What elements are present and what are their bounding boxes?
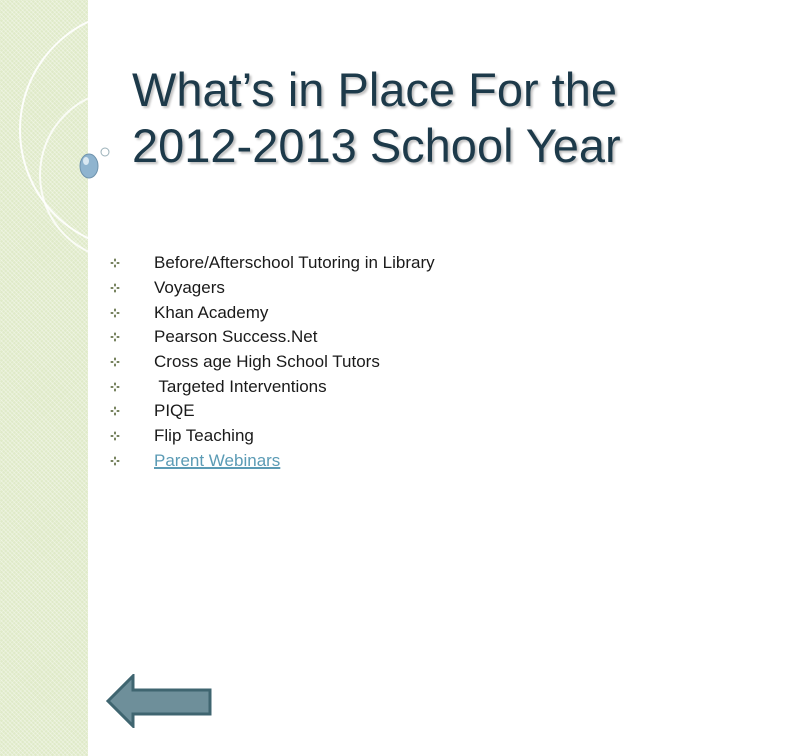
orb-icon	[80, 154, 98, 178]
back-arrow-icon[interactable]	[106, 674, 214, 728]
list-item	[110, 449, 435, 474]
four-diamond-bullet-icon	[110, 258, 154, 268]
list-item-label: Voyagers	[154, 278, 225, 298]
list-item	[110, 276, 435, 301]
list-item-label: PIQE	[154, 401, 195, 421]
parent-webinars-link[interactable]: Parent Webinars	[154, 450, 281, 470]
list-item	[110, 251, 435, 276]
bullet-list	[110, 251, 435, 473]
list-item-label: Pearson Success.Net	[154, 327, 318, 347]
list-item	[110, 300, 435, 325]
list-item-label: Khan Academy	[154, 302, 269, 322]
four-diamond-bullet-icon	[110, 283, 154, 293]
four-diamond-bullet-icon	[110, 382, 154, 392]
four-diamond-bullet-icon	[110, 406, 154, 416]
list-item	[110, 399, 435, 424]
list-item-label: Before/Afterschool Tutoring in Library	[154, 253, 435, 273]
title-line-2: 2012-2013 School Year	[132, 119, 621, 172]
four-diamond-bullet-icon	[110, 456, 154, 466]
four-diamond-bullet-icon	[110, 431, 154, 441]
list-item	[110, 325, 435, 350]
page-title	[132, 62, 772, 174]
list-item-label: Targeted Interventions	[154, 376, 327, 396]
list-item-label: Cross age High School Tutors	[154, 352, 380, 372]
list-item	[110, 350, 435, 375]
list-item	[110, 424, 435, 449]
four-diamond-bullet-icon	[110, 332, 154, 342]
list-item	[110, 374, 435, 399]
four-diamond-bullet-icon	[110, 357, 154, 367]
title-line-1: What’s in Place For the	[132, 63, 618, 116]
four-diamond-bullet-icon	[110, 308, 154, 318]
list-item-label: Flip Teaching	[154, 426, 254, 446]
